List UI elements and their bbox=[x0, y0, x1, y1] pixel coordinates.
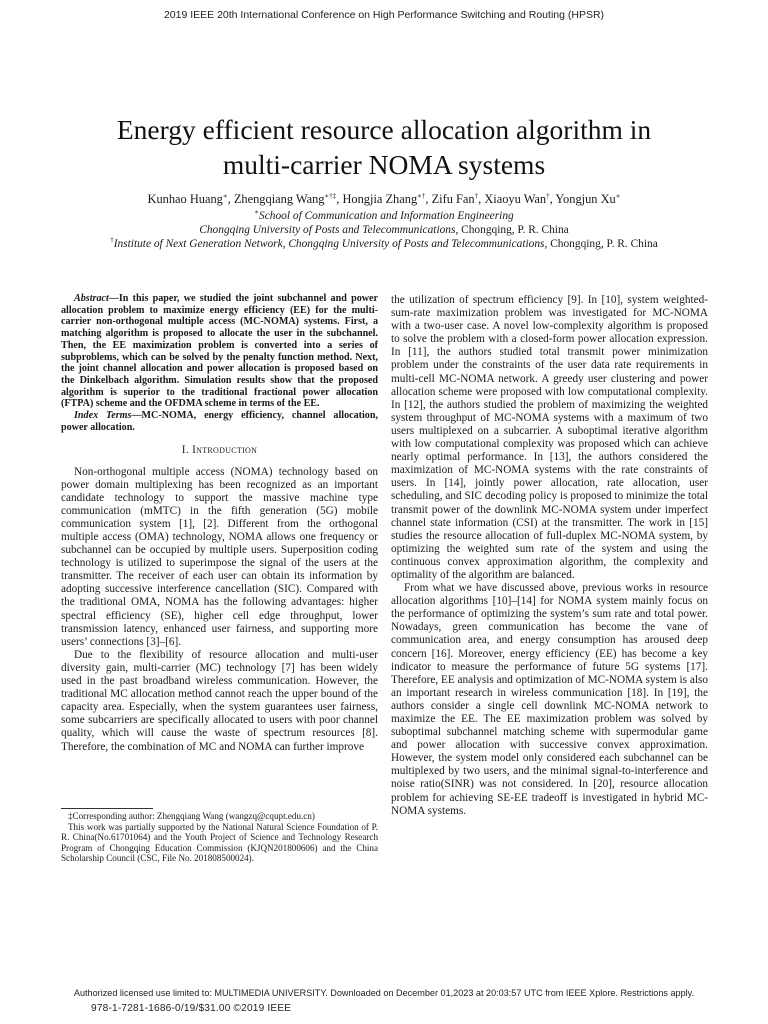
index-terms-text: —MC-NOMA, energy efficiency, channel allocation, power allocation. bbox=[61, 410, 378, 433]
author-name: Kunhao Huang bbox=[147, 192, 223, 206]
title-line-1: Energy efficient resource allocation algorithm in bbox=[116, 114, 652, 145]
section-heading bbox=[61, 444, 378, 457]
affiliation-2 bbox=[20, 237, 748, 251]
author-list: Kunhao Huang∗, Zhengqiang Wang∗†‡, Hongjia Zhang∗†, Zifu Fan†, Xiaoyu Wan†, Yongjun Xu∗ bbox=[147, 191, 621, 206]
author-mark: ∗† bbox=[417, 191, 426, 200]
affiliation-institution: Chongqing University of Posts and Telecommunications bbox=[199, 224, 456, 236]
footnote-divider bbox=[61, 808, 153, 809]
license-notice: Authorized licensed use limited to: MULTIMEDIA UNIVERSITY. Downloaded on December 01,2023 at 20:03:57 UTC from IEEE Xplore. Restrictions apply. bbox=[73, 988, 695, 998]
author-name: Xiaoyu Wan bbox=[484, 192, 547, 206]
abstract-label: Abstract bbox=[74, 293, 109, 304]
author-name: Zifu Fan bbox=[431, 192, 475, 206]
affiliation-text: School of Communication and Information Engineering bbox=[259, 210, 514, 222]
conference-header: 2019 IEEE 20th International Conference on High Performance Switching and Routing (HPSR) bbox=[163, 9, 605, 21]
author-name: Zhengqiang Wang bbox=[233, 192, 325, 206]
affiliation-location: , Chongqing, P. R. China bbox=[544, 238, 658, 250]
title-line-2: multi-carrier NOMA systems bbox=[222, 149, 546, 180]
affiliation-institution: Institute of Next Generation Network, Chongqing University of Posts and Telecommunications bbox=[113, 238, 545, 250]
footnote-corresponding: ‡Corresponding author: Zhengqiang Wang (wangzq@cqupt.edu.cn) bbox=[68, 811, 315, 821]
author-mark: ∗ bbox=[222, 191, 228, 200]
affiliation-1-line-1 bbox=[20, 209, 748, 223]
body-paragraph: the utilization of spectrum efficiency [9]. In [10], system weighted-sum-rate maximization problem was investigated for MC-NOMA with a two-user case. A novel low-complexity algorithm is proposed to solve the problem with a closed-form power allocation expression. In [11], the authors studied total transmit power minimization problem under the constraints of the user data rate requirements in multi-cell MC-NOMA network. A greedy user clustering and power allocation scheme were proposed with low computational complexity. In [12], the authors studied the problem of maximizing the weighted system throughput of MC-NOMA systems with a maximum of two users multiplexed on a subcarrier. A suboptimal iterative algorithm with low computational complexity was proposed which can achieve nearly optimal performance. In [13], the authors considered the maximization of MC-NOMA systems with the rate constraints of users. In [14], jointly power allocation, rate allocation, user scheduling, and SIC decoding policy is proposed to minimize the total transmit power of the downlink MC-NOMA system under imperfect channel state information (CSI) at the transmitter. The work in [15] studies the resource allocation of full-duplex MC-NOMA system, by optimizing the weighted sum rate of the system and using the continuous convex approximation algorithm, the complexity and optimality of the algorithm are balanced. bbox=[391, 294, 708, 581]
right-column bbox=[391, 294, 708, 818]
left-column bbox=[61, 293, 378, 754]
abstract-text: —In this paper, we studied the joint subchannel and power allocation problem to maximize energy efficiency (EE) for the multi-carrier non-orthogonal multiple access (MC-NOMA) systems. First, a matching algorithm is proposed to allocate the user in the subchannel. Then, the EE maximization problem is converted into a series of subproblems, which can be solved by the penalty function method. Next, the joint channel allocation and power allocation is proposed based on the Dinkelbach algorithm. Simulation results show that the proposed algorithm is superior to the traditional fractional power allocation (FTPA) scheme and the OFDMA scheme in terms of the EE. bbox=[61, 293, 378, 410]
section-number: I. bbox=[181, 444, 193, 457]
isbn-copyright: 978-1-7281-1686-0/19/$31.00 ©2019 IEEE bbox=[91, 1003, 292, 1014]
author-name: Yongjun Xu bbox=[555, 192, 616, 206]
footnote-funding: This work was partially supported by the National Natural Science Foundation of P. R. China(No.61701064) and the Youth Project of Science and Technology Research Program of Chongqing Education Commission (KJQN201800606) and the China Scholarship Council (CSC, File No. 201808500024). bbox=[61, 821, 378, 864]
affiliation-mark: † bbox=[110, 236, 114, 245]
index-terms-label: Index Terms bbox=[74, 410, 132, 422]
affiliation-location: , Chongqing, P. R. China bbox=[455, 224, 569, 236]
abstract bbox=[61, 293, 378, 410]
author-mark: ∗†‡ bbox=[324, 191, 337, 200]
body-paragraph: Non-orthogonal multiple access (NOMA) technology based on power domain multiplexing has been recognized as an important candidate technology to support the massive machine type communication (mMTC) in the fifth generation (5G) mobile communication system [1], [2]. Different from the orthogonal multiple access (OMA) technology, NOMA allows one frequency or subchannel can be occupied by multiple users. Superposition coding technology is utilized to superimpose the signal of the users at the transmitter. The receiver of each user can obtain its information by adopting successive interference cancellation (SIC). Compared with the traditional OMA, NOMA has the following advantages: higher spectral efficiency (SE), higher cell edge throughput, lower transmission latency, enhanced user fairness, and supporting more users’ connections [3]–[6]. bbox=[61, 465, 378, 648]
author-mark: † bbox=[474, 191, 479, 200]
author-name: Hongjia Zhang bbox=[342, 192, 418, 206]
paper-title bbox=[40, 112, 728, 182]
body-paragraph: From what we have discussed above, previous works in resource allocation algorithms [10]–[14] for NOMA system mainly focus on the performance of optimizing the system’s sum rate and total power. Nowadays, green communication has become the vane of communication area, and energy consumption has aroused deep concern [16]. Moreover, energy efficiency (EE) has become a key indicator to measure the performance of future 5G systems [17]. Therefore, EE analysis and optimization of MC-NOMA system is also an important research in wireless communication [18]. In [19], the authors consider a single cell downlink MC-NOMA network to maximize the EE. The EE maximization problem was solved by suboptimal subchannel matching scheme with supermodular game and power allocation with successive convex approximation. However, the system model only considered each subchannel can be multiplexed by two users, and the minimal signal-to-interference and noise ratio(SINR) was not considered. In [20], resource allocation problem for achieving SE-EE tradeoff is investigated in hybrid MC-NOMA systems. bbox=[391, 582, 708, 817]
footnotes bbox=[61, 811, 378, 864]
affiliation-1-line-2 bbox=[20, 223, 748, 237]
section-title: Introduction bbox=[192, 444, 258, 457]
author-mark: ∗ bbox=[615, 191, 621, 200]
affiliation-mark: ∗ bbox=[254, 208, 260, 217]
body-paragraph: Due to the flexibility of resource allocation and multi-user diversity gain, multi-carrier (MC) technology [7] has been widely used in the past broadband wireless communication. However, the traditional MC allocation method cannot reach the upper bound of the capacity area. Especially, when the system guarantees user fairness, some subcarriers are specifically allocated to users with poor channel quality, which will cause the waste of spectrum resources [8]. Therefore, the combination of MC and NOMA can further improve bbox=[61, 648, 378, 753]
author-mark: † bbox=[546, 191, 550, 200]
index-terms bbox=[61, 410, 378, 433]
